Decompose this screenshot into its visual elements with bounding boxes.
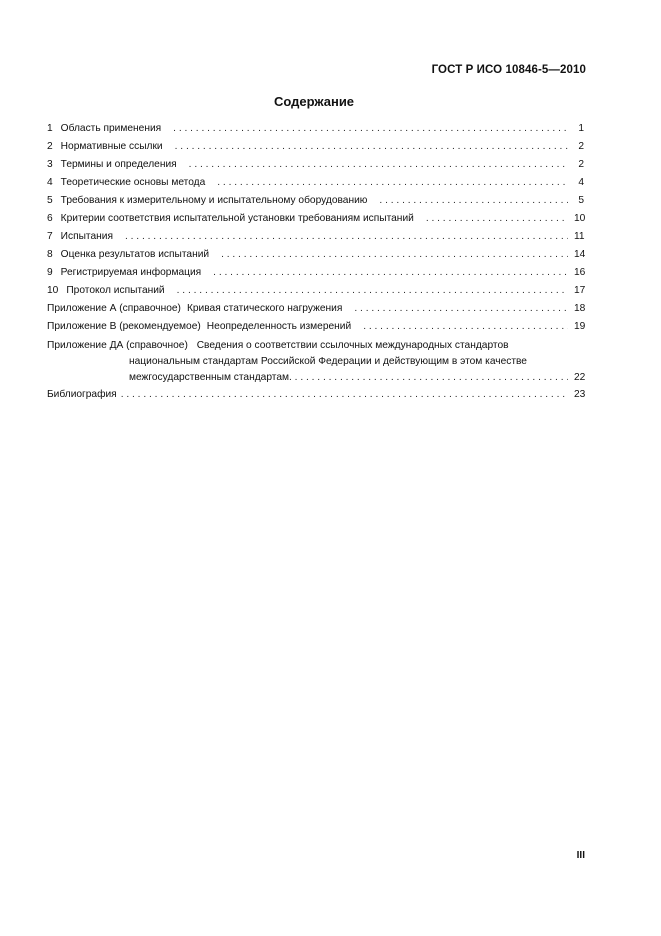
toc-entry-number: 6 (47, 213, 53, 224)
bibliography-page: 23 (574, 389, 586, 400)
annex-label-line-1: Сведения о соответствии ссылочных международных стандартов (196, 340, 509, 351)
toc-title: Содержание (273, 94, 355, 109)
toc-entry-page: 4 (578, 177, 584, 188)
toc-entry-3[interactable] (47, 156, 584, 174)
toc-entry-number: 4 (47, 177, 53, 188)
toc-entry-number: 10 (47, 285, 59, 296)
dot-leader (173, 120, 568, 138)
annex-label: Неопределенность измерений (206, 321, 352, 332)
annex-prefix: Приложение А (справочное) (47, 303, 181, 314)
toc-entry-number: 8 (47, 249, 53, 260)
dot-leader (354, 300, 568, 318)
toc-entry-label: Оценка результатов испытаний (60, 249, 210, 260)
annex-page: 18 (574, 303, 586, 314)
toc-entry-page: 16 (574, 267, 586, 278)
dot-leader (426, 210, 568, 228)
toc-entry-number: 1 (47, 123, 53, 134)
dot-leader (289, 370, 568, 386)
annex-label: Кривая статического нагружения (186, 303, 343, 314)
toc-entry-number: 7 (47, 231, 53, 242)
toc-entry-page: 10 (574, 213, 586, 224)
toc-entry-page: 17 (574, 285, 586, 296)
toc-entry-number: 2 (47, 141, 53, 152)
toc-entry-8[interactable] (47, 246, 584, 264)
toc-entry-2[interactable] (47, 138, 584, 156)
annex-page: 19 (574, 321, 586, 332)
toc-entry-1[interactable] (47, 120, 584, 138)
toc-annex-da[interactable] (47, 338, 584, 386)
toc-entry-label: Теоретические основы метода (60, 177, 206, 188)
toc-entry-label: Нормативные ссылки (60, 141, 163, 152)
toc-entry-label: Протокол испытаний (66, 285, 165, 296)
toc-bibliography[interactable] (47, 386, 584, 404)
dot-leader (189, 156, 568, 174)
toc-annex-b[interactable] (47, 318, 584, 336)
toc-entry-9[interactable] (47, 264, 584, 282)
toc-entry-page: 1 (578, 123, 584, 134)
table-of-contents (47, 120, 584, 404)
annex-da-line-3 (47, 370, 584, 386)
page-number: III (576, 850, 585, 861)
toc-entry-label: Требования к измерительному и испытательному оборудованию (60, 195, 368, 206)
dot-leader (221, 246, 568, 264)
toc-entry-number: 5 (47, 195, 53, 206)
standard-code: ГОСТ Р ИСО 10846-5—2010 (431, 64, 586, 76)
toc-entry-page: 11 (574, 231, 585, 242)
dot-leader (217, 174, 568, 192)
dot-leader (177, 282, 568, 300)
annex-label-line-2: национальным стандартам Российской Федерации и действующим в этом качестве (129, 356, 527, 367)
dot-leader (121, 386, 568, 404)
toc-entry-page: 2 (578, 141, 584, 152)
toc-entry-page: 5 (578, 195, 584, 206)
toc-entry-page: 2 (578, 159, 584, 170)
dot-leader (363, 318, 568, 336)
annex-prefix: Приложение ДА (справочное) (47, 340, 188, 351)
toc-entry-label: Испытания (60, 231, 113, 242)
toc-entry-10[interactable] (47, 282, 584, 300)
toc-entry-page: 14 (574, 249, 586, 260)
dot-leader (213, 264, 568, 282)
toc-annex-a[interactable] (47, 300, 584, 318)
annex-da-line-1 (47, 338, 584, 354)
dot-leader (379, 192, 568, 210)
toc-entry-label: Регистрируемая информация (60, 267, 202, 278)
dot-leader (125, 228, 568, 246)
toc-entry-4[interactable] (47, 174, 584, 192)
toc-entry-label: Область применения (60, 123, 162, 134)
toc-entry-number: 3 (47, 159, 53, 170)
toc-entry-7[interactable] (47, 228, 584, 246)
annex-page: 22 (574, 372, 586, 383)
toc-entry-5[interactable] (47, 192, 584, 210)
annex-label-line-3: межгосударственным стандартам (129, 372, 289, 383)
annex-prefix: Приложение В (рекомендуемое) (47, 321, 201, 332)
toc-entry-label: Критерии соответствия испытательной установки требованиям испытаний (60, 213, 414, 224)
toc-entry-number: 9 (47, 267, 53, 278)
bibliography-label: Библиография (47, 389, 117, 400)
dot-leader (175, 138, 568, 156)
toc-entry-label: Термины и определения (60, 159, 177, 170)
toc-entry-6[interactable] (47, 210, 584, 228)
